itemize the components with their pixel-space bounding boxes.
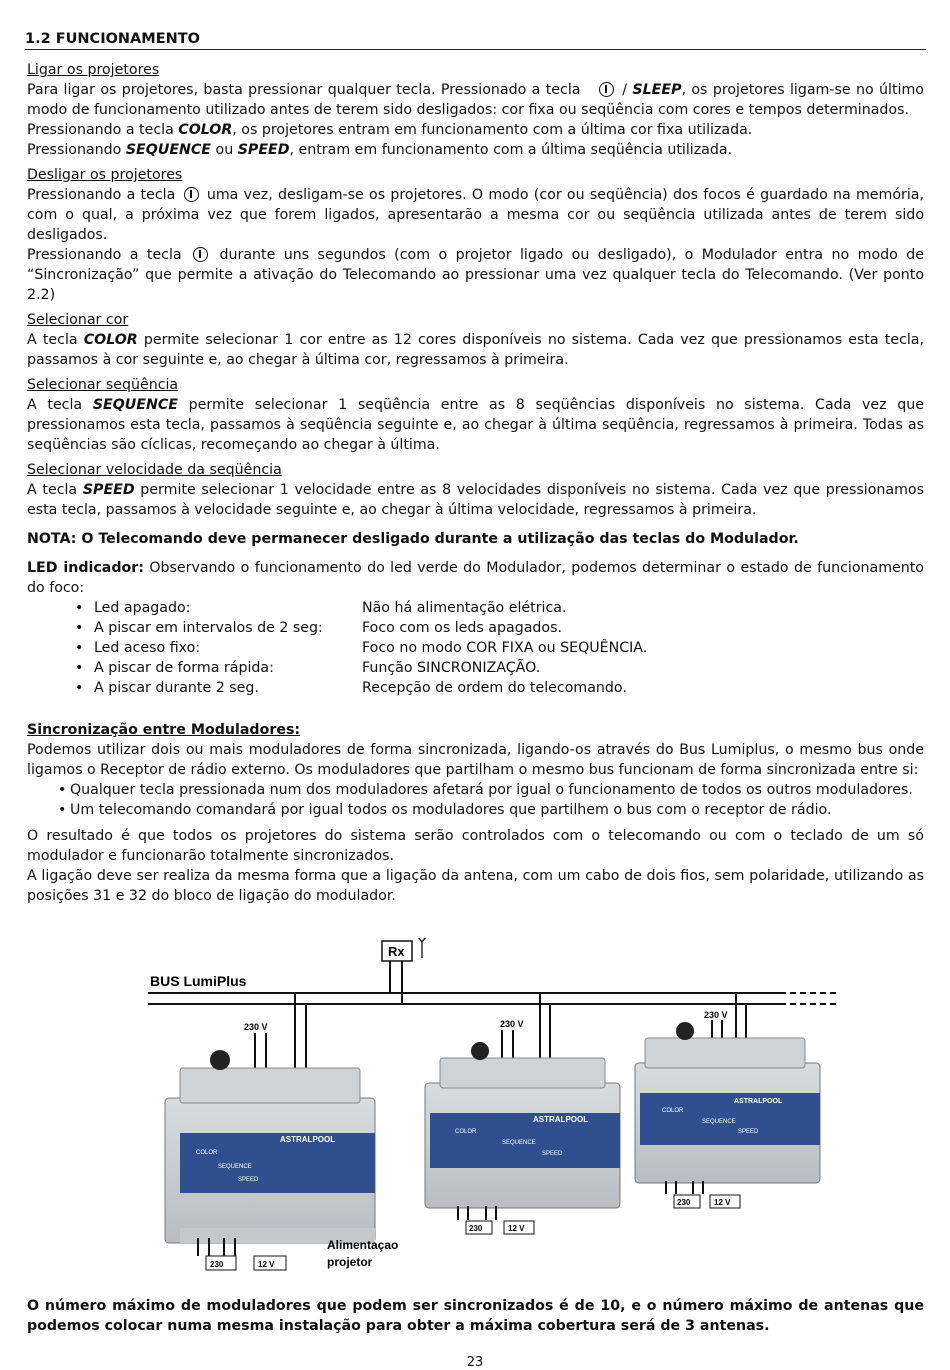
page-number: 23 bbox=[466, 1355, 484, 1370]
nota: NOTA: O Telecomando deve permanecer desligado durante a utilização das teclas do Modulador. bbox=[27, 531, 799, 547]
seq-heading: Selecionar seqüência bbox=[27, 377, 179, 393]
color-key-label: COLOR bbox=[662, 1108, 684, 1114]
speed-key-label: SPEED bbox=[542, 1151, 563, 1157]
sync-paragraph-2: O resultado é que todos os projetores do sistema serão controlados com o telecomando ou com o teclado de um só modulador e funcionarão totalmente sincronizados. bbox=[27, 828, 924, 864]
sequence-key-label: SEQUENCE bbox=[702, 1119, 736, 1125]
list-item: • A piscar durante 2 seg. Recepção de ordem do telecomando. bbox=[27, 678, 924, 698]
ligar-seq-line: Pressionando SEQUENCE ou SPEED, entram em funcionamento com a última seqüência utilizada. bbox=[27, 142, 733, 158]
brand-label: ASTRALPOOL bbox=[533, 1115, 589, 1124]
power-key-icon bbox=[193, 247, 208, 262]
bus-lines bbox=[148, 993, 780, 1004]
ligar-color-line: Pressionando a tecla COLOR, os projetores entram em funcionamento com a última cor fixa utilizada. bbox=[27, 122, 753, 138]
list-item: • A piscar de forma rápida: Função SINCRONIZAÇÃO. bbox=[27, 658, 924, 678]
cable-gland-icon bbox=[471, 1042, 489, 1060]
alimentacao-label: Alimentaçao bbox=[327, 1238, 399, 1252]
list-item: • Led aceso fixo: Foco no modo COR FIXA ou SEQUÊNCIA. bbox=[27, 638, 924, 658]
cable-gland-icon bbox=[676, 1022, 694, 1040]
document-body bbox=[27, 31, 924, 906]
output-12v-label: 12 V bbox=[258, 1260, 275, 1269]
power-key-icon bbox=[184, 187, 199, 202]
bus-label: BUS LumiPlus bbox=[150, 973, 247, 989]
desligar-heading: Desligar os projetores bbox=[27, 167, 183, 183]
power-key-icon bbox=[599, 82, 614, 97]
speed-key-label: SPEED bbox=[238, 1177, 259, 1183]
vel-heading: Selecionar velocidade da seqüência bbox=[27, 462, 282, 478]
output-12v-label: 12 V bbox=[714, 1198, 731, 1207]
sync-heading: Sincronização entre Moduladores: bbox=[27, 722, 301, 738]
seq-block bbox=[27, 375, 924, 455]
modulator-unit bbox=[425, 1042, 620, 1208]
sync-list bbox=[27, 780, 924, 820]
antenna-icon bbox=[418, 938, 426, 958]
modulator-unit bbox=[165, 1050, 375, 1243]
led-list bbox=[27, 598, 924, 698]
projetor-label: projetor bbox=[327, 1255, 373, 1269]
ligar-heading: Ligar os projetores bbox=[27, 62, 160, 78]
desligar-block bbox=[27, 165, 924, 305]
list-item: • A piscar em intervalos de 2 seg: Foco com os leds apagados. bbox=[27, 618, 924, 638]
color-key-label: COLOR bbox=[455, 1129, 477, 1135]
sequence-key-label: SEQUENCE bbox=[502, 1140, 536, 1146]
brand-label: ASTRALPOOL bbox=[734, 1098, 783, 1105]
cor-block bbox=[27, 310, 924, 370]
led-label: LED indicador: bbox=[27, 560, 144, 576]
output-230-label: 230 bbox=[469, 1224, 483, 1233]
vel-block bbox=[27, 460, 924, 520]
brand-label: ASTRALPOOL bbox=[280, 1135, 336, 1144]
sequence-key-label: SEQUENCE bbox=[218, 1164, 252, 1170]
desligar-paragraph-2: Pressionando a tecla durante uns segundos (com o projetor ligado ou desligado), o Modulador entra no modo de “Sincronização” que permite a ativação do Telecomando ao pressionar uma vez qualquer tecla do Telecomando. (Ver ponto 2.2) bbox=[27, 247, 924, 303]
sync-block bbox=[27, 720, 924, 906]
desligar-paragraph-1: Pressionando a tecla uma vez, desligam-se os projetores. O modo (cor ou seqüência) dos focos é guardado na memória, com o qual, a próxima vez que forem ligados, apresentarão a mesma cor ou seqüência utilizada antes de terem sido desligados. bbox=[27, 187, 925, 243]
rx-label: Rx bbox=[388, 944, 405, 959]
color-key-label: COLOR bbox=[196, 1150, 218, 1156]
seq-paragraph: A tecla SEQUENCE permite selecionar 1 seqüência entre as 8 seqüências disponíveis no sistema. Cada vez que pressionamos esta tecla, passamos à seqüência seguinte e, ao chegar à última seqüência, regressamos à primeira. Todas as seqüências são cíclicas, recomeçando ao chegar à última. bbox=[27, 397, 924, 453]
cable-gland-icon bbox=[210, 1050, 230, 1070]
sync-paragraph-1: Podemos utilizar dois ou mais moduladores de forma sincronizada, ligando-os através do Bus Lumiplus, o mesmo bus onde ligamos o Receptor de rádio externo. Os moduladores que partilham o mesmo bus funcionam de forma sincronizada entre si: bbox=[27, 742, 924, 778]
led-text: Observando o funcionamento do led verde do Modulador, podemos determinar o estado de funcionamento do foco: bbox=[27, 560, 924, 596]
sync-wiring-diagram bbox=[140, 938, 840, 1278]
list-item: • Led apagado: Não há alimentação elétrica. bbox=[27, 598, 924, 618]
power-230v-label: 230 V bbox=[500, 1019, 524, 1029]
power-230v-label: 230 V bbox=[244, 1022, 268, 1032]
final-note: O número máximo de moduladores que podem ser sincronizados é de 10, e o número máximo de antenas que podemos colocar numa mesma instalação para obter a máxima cobertura será de 3 antenas. bbox=[27, 1298, 924, 1334]
list-item: • Qualquer tecla pressionada num dos moduladores afetará por igual o funcionamento de todos os outros moduladores. bbox=[27, 780, 924, 800]
output-12v-label: 12 V bbox=[508, 1224, 525, 1233]
section-title: 1.2 FUNCIONAMENTO bbox=[25, 31, 926, 50]
cor-heading: Selecionar cor bbox=[27, 312, 129, 328]
output-230-label: 230 bbox=[210, 1260, 224, 1269]
cor-paragraph: A tecla COLOR permite selecionar 1 cor entre as 12 cores disponíveis no sistema. Cada vez que pressionamos esta tecla, passamos à cor seguinte e, ao chegar à última cor, regressamos à primeira. bbox=[27, 332, 925, 368]
vel-paragraph: A tecla SPEED permite selecionar 1 velocidade entre as 8 velocidades disponíveis no sistema. Cada vez que pressionamos esta tecla, passamos à velocidade seguinte e, ao chegar à última velocidade, regressamos à primeira. bbox=[27, 482, 925, 518]
ligar-block bbox=[27, 60, 924, 160]
list-item: • Um telecomando comandará por igual todos os moduladores que partilhem o bus com o receptor de rádio. bbox=[27, 800, 924, 820]
power-230v-label: 230 V bbox=[704, 1010, 728, 1020]
modulator-unit bbox=[635, 1022, 820, 1183]
led-block bbox=[27, 558, 924, 698]
ligar-paragraph: Para ligar os projetores, basta pressionar qualquer tecla. Pressionado a tecla / SLEEP, os projetores ligam-se no último modo de funcionamento utilizado antes de terem sido desligados: cor fixa ou seqüência com cores e tempos determinados. bbox=[27, 82, 924, 118]
speed-key-label: SPEED bbox=[738, 1129, 759, 1135]
sync-paragraph-3: A ligação deve ser realiza da mesma forma que a ligação da antena, com um cabo de dois fios, sem polaridade, utilizando as posições 31 e 32 do bloco de ligação do modulador. bbox=[27, 868, 924, 904]
output-230-label: 230 bbox=[677, 1198, 691, 1207]
